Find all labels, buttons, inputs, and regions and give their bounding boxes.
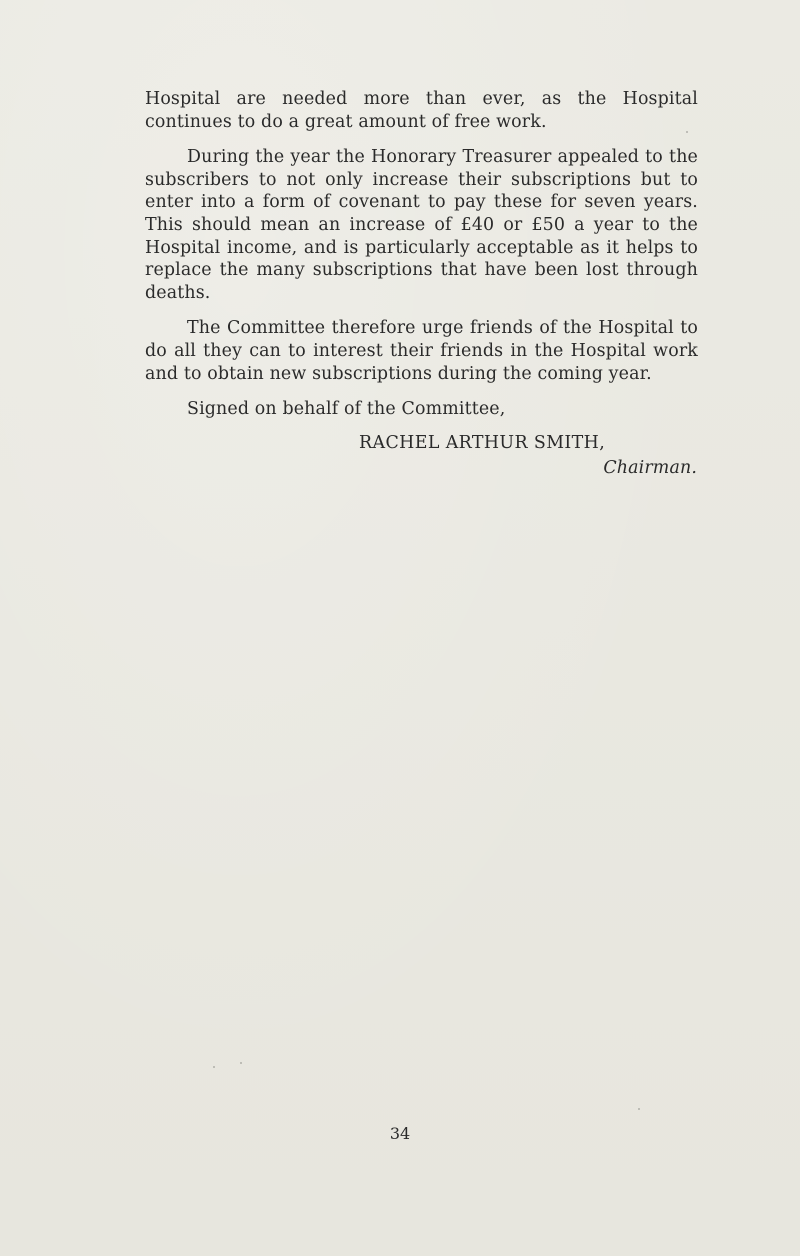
paper-speck — [213, 1066, 215, 1068]
paper-speck — [638, 1108, 640, 1110]
signatory-name: RACHEL ARTHUR SMITH, — [359, 432, 606, 453]
paragraph-committee-urge: The Committee therefore urge friends of the Hospital to do all they can to interest their friends in the Hospital work and to obtain new subscriptions during the coming year. — [145, 318, 698, 384]
signed-on-behalf-line: Signed on behalf of the Committee, — [187, 399, 506, 420]
page-number: 34 — [389, 1124, 411, 1143]
document-body — [145, 88, 698, 480]
paragraph-continuation: Hospital are needed more than ever, as the Hospital continues to do a great amount of free work. — [145, 89, 698, 132]
paper-speck — [240, 1062, 242, 1064]
paragraph-treasurer-appeal: During the year the Honorary Treasurer appealed to the subscribers to not only increase their subscriptions but to enter into a form of covenant to pay these for seven years. This should mean an increase of £40 or £50 a year to the Hospital income, and is particularly acceptable as it helps to replace the many subscriptions that have been lost through deaths. — [145, 147, 698, 303]
paper-speck — [686, 131, 688, 133]
signatory-title: Chairman. — [603, 458, 697, 479]
